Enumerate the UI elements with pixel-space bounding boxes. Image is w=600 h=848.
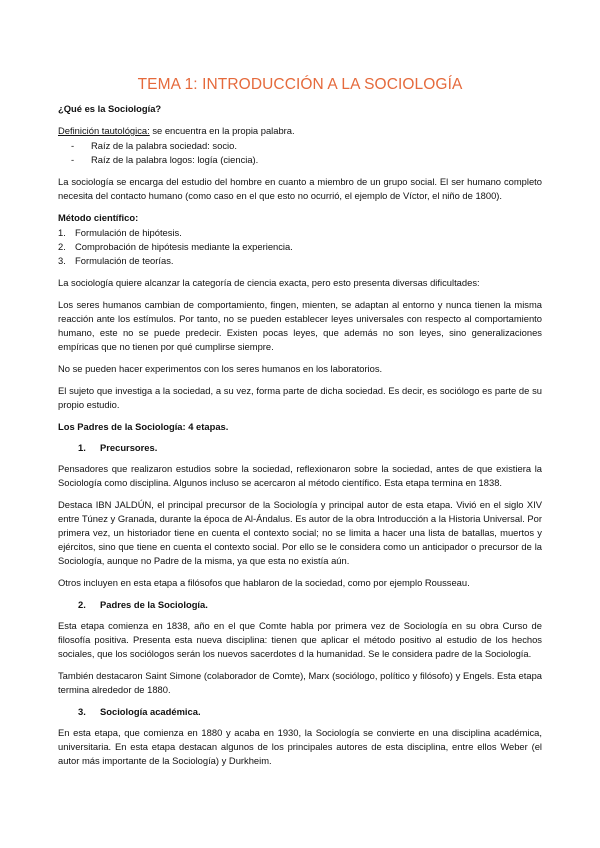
paragraph: El sujeto que investiga a la sociedad, a su vez, forma parte de dicha sociedad. Es decir, es sociólogo es parte de su propio estudio.	[58, 385, 542, 410]
subsection-heading: 3. Sociología académica.	[78, 706, 201, 717]
list-item: 2. Comprobación de hipótesis mediante la experiencia.	[58, 241, 293, 252]
roots-list	[58, 139, 542, 167]
list-item: - Raíz de la palabra sociedad: socio.	[58, 139, 542, 153]
list-item: 3. Formulación de teorías.	[58, 255, 174, 266]
method-heading: Método científico:	[58, 212, 139, 223]
question-heading: ¿Qué es la Sociología?	[58, 103, 162, 114]
paragraph: No se pueden hacer experimentos con los seres humanos en los laboratorios.	[58, 363, 383, 374]
definition-line	[58, 124, 542, 138]
paragraph: Otros incluyen en esta etapa a filósofos que hablaron de la sociedad, como por ejemplo Rousseau.	[58, 577, 470, 588]
paragraph: Los seres humanos cambian de comportamiento, fingen, mienten, se adaptan al entorno y nunca tienen la misma reacción ante los estímulos. Por tanto, no se pueden establecer leyes universales con respecto al comportamiento humano, este no se puede predecir. Existen pocas leyes, que además no son leyes, sino generalizaciones empíricas que no tienen por qué cumplirse siempre.	[58, 299, 542, 352]
definition-text: se encuentra en la propia palabra.	[149, 125, 295, 136]
method-steps-list	[58, 226, 542, 268]
paragraph: La sociología se encarga del estudio del hombre en cuanto a miembro de un grupo social. El ser humano completo necesita del contacto humano (como caso en el que esto no ocurrió, el ejemplo de Víctor, el niño de 1800).	[58, 176, 542, 201]
paragraph: Esta etapa comienza en 1838, año en el que Comte habla por primera vez de Sociología en su obra Curso de filosofía positiva. Presenta esta nueva disciplina: tienen que aplicar el método positivo al estudio de los hechos sociales, que los sociólogos serán los nuevos sacerdotes d la humanidad. Se le considera padre de la Sociología.	[58, 620, 542, 659]
paragraph: En esta etapa, que comienza en 1880 y acaba en 1930, la Sociología se convierte en una disciplina académica, universitaria. En esta etapa destacan algunos de los principales autores de esta disciplina, entre ellos Weber (el autor más importante de la Sociología) y Durkheim.	[58, 727, 542, 766]
document-body	[58, 102, 542, 776]
subsection-heading: 1. Precursores.	[78, 442, 158, 453]
list-item: 1. Formulación de hipótesis.	[58, 227, 182, 238]
page-title: TEMA 1: INTRODUCCIÓN A LA SOCIOLOGÍA	[137, 76, 463, 93]
paragraph: Destaca IBN JALDÚN, el principal precursor de la Sociología y principal autor de esta etapa. Vivió en el siglo XIV entre Túnez y Granada, durante la época de Al-Ándalus. Es autor de la obra Introducción a la Historia Universal. Por primera vez, un historiador tiene en cuenta el contexto social; no se limita a hacer una lista de batallas, muertos y ejércitos, sino que tiene en cuenta el contexto social. Por ello se le considera como un anticipador o precursor de la Sociología, aunque no Padre de la misma, ya que esta no existía aún.	[58, 499, 542, 566]
definition-label: Definición tautológica:	[58, 125, 150, 136]
paragraph: La sociología quiere alcanzar la categoría de ciencia exacta, pero esto presenta diversas dificultades:	[58, 277, 480, 288]
list-item: - Raíz de la palabra logos: logía (ciencia).	[58, 153, 542, 167]
subsection-heading: 2. Padres de la Sociología.	[78, 599, 208, 610]
paragraph: Pensadores que realizaron estudios sobre la sociedad, reflexionaron sobre la sociedad, antes de que existiera la Sociología como disciplina. Algunos incluso se acercaron al método científico. Esta etapa termina en 1838.	[58, 463, 542, 488]
paragraph: También destacaron Saint Simone (colaborador de Comte), Marx (sociólogo, político y filósofo) y Engels. Esta etapa termina alrededor de 1880.	[58, 670, 542, 695]
padres-heading: Los Padres de la Sociología: 4 etapas.	[58, 421, 229, 432]
